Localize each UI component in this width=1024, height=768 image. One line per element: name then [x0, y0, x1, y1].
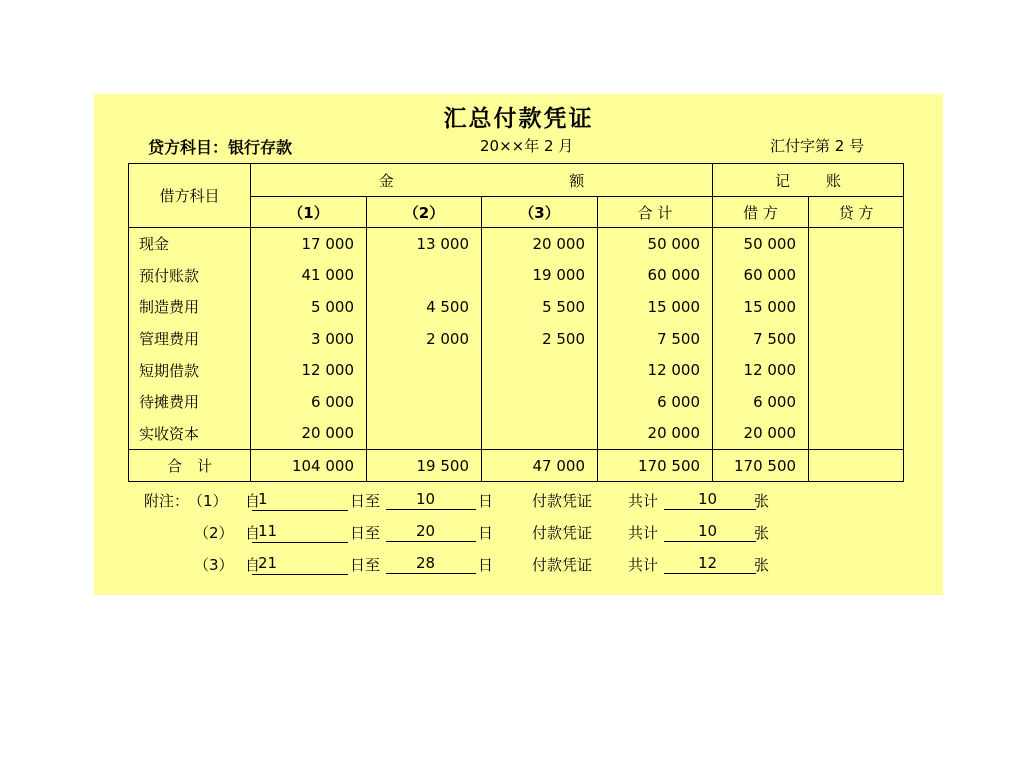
row-account: 待摊费用: [129, 386, 251, 418]
row-credit: [809, 260, 904, 292]
row-c2: [367, 354, 482, 386]
amount-header-left: 金: [251, 164, 482, 197]
note-day-label: 日: [478, 524, 494, 542]
row-c2: [367, 418, 482, 450]
row-credit: [809, 354, 904, 386]
table-row: [129, 418, 904, 450]
total-debit: 170 500: [713, 450, 809, 482]
note-kind: 付款凭证: [532, 524, 593, 542]
note-from: 21: [252, 554, 348, 575]
posting-header: [713, 164, 904, 197]
row-c1: 17 000: [251, 228, 367, 260]
row-account: 现金: [129, 228, 251, 260]
note-to-label: 日至: [350, 556, 381, 574]
total-row: [129, 450, 904, 482]
total-sum: 170 500: [598, 450, 713, 482]
note-index: （1）: [188, 492, 228, 510]
note-line-1: [144, 484, 864, 516]
note-to: 20: [386, 522, 476, 542]
note-line-2: [144, 516, 864, 548]
row-c1: 41 000: [251, 260, 367, 292]
note-day-label: 日: [478, 556, 494, 574]
note-kind: 付款凭证: [532, 556, 593, 574]
row-c1: 6 000: [251, 386, 367, 418]
row-debit: 15 000: [713, 291, 809, 323]
row-account: 管理费用: [129, 323, 251, 355]
row-debit: 50 000: [713, 228, 809, 260]
note-count-label: 共计: [628, 556, 659, 574]
amount-header-right: 额: [482, 164, 713, 197]
table-row: [129, 354, 904, 386]
col-header-debit: 借 方: [713, 197, 809, 228]
row-total: 6 000: [598, 386, 713, 418]
note-to-label: 日至: [350, 492, 381, 510]
row-debit: 20 000: [713, 418, 809, 450]
voucher-number: 汇付字第 2 号: [770, 137, 865, 155]
note-line-3: [144, 548, 864, 580]
row-c3: [482, 386, 598, 418]
row-debit: 12 000: [713, 354, 809, 386]
row-credit: [809, 418, 904, 450]
table-row: [129, 228, 904, 260]
note-count-label: 共计: [628, 492, 659, 510]
total-c2: 19 500: [367, 450, 482, 482]
posting-header-left: 记: [775, 171, 791, 190]
debit-account-header: 借方科目: [129, 164, 251, 228]
row-total: 12 000: [598, 354, 713, 386]
col-header-2: （2）: [367, 197, 482, 228]
voucher-table: [128, 163, 904, 482]
note-count: 10: [664, 522, 756, 542]
voucher-sheet: [94, 94, 943, 595]
row-total: 60 000: [598, 260, 713, 292]
row-c2: 2 000: [367, 323, 482, 355]
note-to-label: 日至: [350, 524, 381, 542]
row-credit: [809, 386, 904, 418]
row-total: 7 500: [598, 323, 713, 355]
row-c3: 2 500: [482, 323, 598, 355]
note-to: 28: [386, 554, 476, 574]
voucher-date: 20××年 2 月: [480, 137, 574, 155]
note-from-label: 自: [245, 492, 261, 510]
row-c3: [482, 354, 598, 386]
note-count: 12: [664, 554, 756, 574]
total-c3: 47 000: [482, 450, 598, 482]
notes: [144, 484, 864, 580]
note-day-label: 日: [478, 492, 494, 510]
row-c2: 13 000: [367, 228, 482, 260]
row-c1: 20 000: [251, 418, 367, 450]
notes-prefix: 附注：: [144, 492, 190, 510]
row-total: 50 000: [598, 228, 713, 260]
note-from: 11: [252, 522, 348, 543]
note-to: 10: [386, 490, 476, 510]
row-account: 预付账款: [129, 260, 251, 292]
note-unit: 张: [754, 492, 770, 510]
row-total: 20 000: [598, 418, 713, 450]
note-index: （3）: [194, 556, 234, 574]
note-kind: 付款凭证: [532, 492, 593, 510]
row-c1: 3 000: [251, 323, 367, 355]
col-header-total: 合 计: [598, 197, 713, 228]
total-credit: [809, 450, 904, 482]
col-header-credit: 贷 方: [809, 197, 904, 228]
note-from-label: 自: [245, 524, 261, 542]
voucher-title: 汇总付款凭证: [443, 106, 594, 132]
row-account: 制造费用: [129, 291, 251, 323]
row-total: 15 000: [598, 291, 713, 323]
col-header-3: （3）: [482, 197, 598, 228]
row-c2: [367, 260, 482, 292]
posting-header-right: 账: [826, 171, 842, 190]
row-credit: [809, 323, 904, 355]
table-row: [129, 323, 904, 355]
row-account: 实收资本: [129, 418, 251, 450]
table-row: [129, 291, 904, 323]
table-row: [129, 260, 904, 292]
note-unit: 张: [754, 524, 770, 542]
row-c3: 19 000: [482, 260, 598, 292]
row-account: 短期借款: [129, 354, 251, 386]
row-c2: 4 500: [367, 291, 482, 323]
note-from: 1: [252, 490, 348, 511]
row-c1: 5 000: [251, 291, 367, 323]
note-index: （2）: [194, 524, 234, 542]
row-debit: 6 000: [713, 386, 809, 418]
total-c1: 104 000: [251, 450, 367, 482]
col-header-1: （1）: [251, 197, 367, 228]
credit-account: 贷方科目：银行存款: [148, 138, 293, 157]
row-c3: [482, 418, 598, 450]
row-c2: [367, 386, 482, 418]
row-debit: 60 000: [713, 260, 809, 292]
table-row: [129, 386, 904, 418]
row-credit: [809, 291, 904, 323]
note-unit: 张: [754, 556, 770, 574]
row-debit: 7 500: [713, 323, 809, 355]
row-c3: 20 000: [482, 228, 598, 260]
row-c1: 12 000: [251, 354, 367, 386]
row-credit: [809, 228, 904, 260]
row-c3: 5 500: [482, 291, 598, 323]
total-label: 合 计: [129, 450, 251, 482]
note-from-label: 自: [245, 556, 261, 574]
note-count-label: 共计: [628, 524, 659, 542]
note-count: 10: [664, 490, 756, 510]
